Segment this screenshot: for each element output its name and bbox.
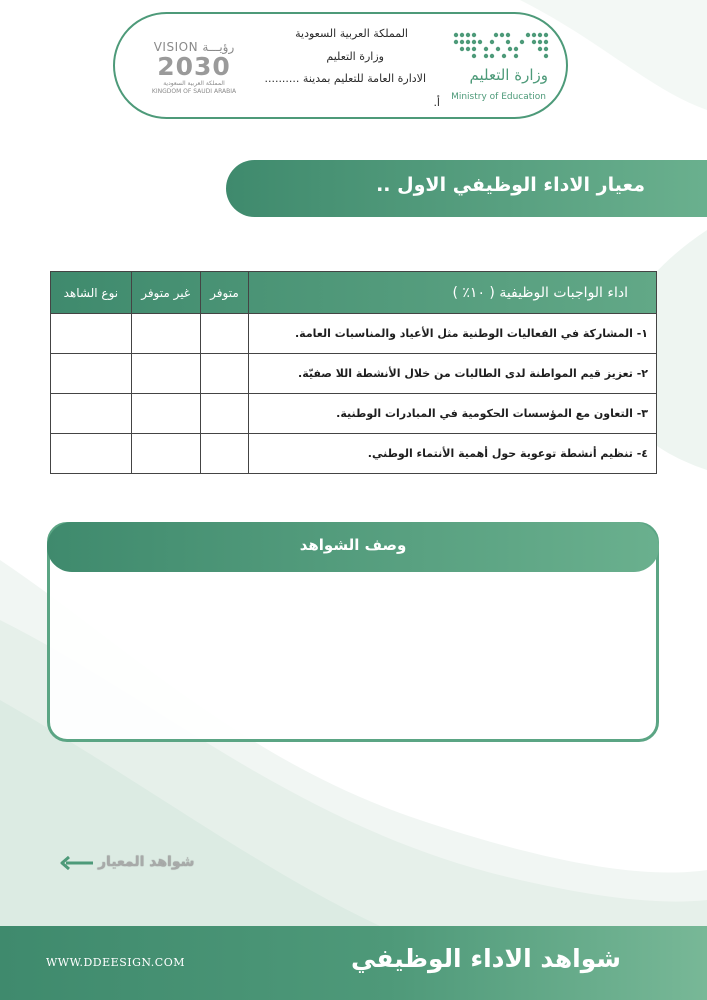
col-duties: اداء الواجبات الوظيفية ( ١٠٪ )	[249, 272, 657, 314]
duties-table	[50, 271, 657, 474]
table-row	[51, 394, 657, 434]
duty-item: ٣- التعاون مع المؤسسات الحكومية في المبادرات الوطنية.	[249, 394, 657, 434]
ministry-name-en: Ministry of Education	[451, 92, 546, 102]
admin-line: الادارة العامة للتعليم بمدينة ..........	[264, 72, 426, 85]
evidence-type-cell[interactable]	[51, 354, 132, 394]
arrow-left-icon	[60, 856, 94, 870]
not-available-cell[interactable]	[131, 354, 200, 394]
not-available-cell[interactable]	[131, 394, 200, 434]
footer-title: شواهد الاداء الوظيفي	[350, 944, 621, 973]
col-not-available: غير متوفر	[131, 272, 200, 314]
table-row	[51, 434, 657, 474]
duty-item: ٢- تعزيز قيم المواطنة لدى الطالبات من خلال الأنشطة اللا صفيّة.	[249, 354, 657, 394]
evidence-title: وصف الشواهد	[299, 536, 407, 554]
vision-label: VISION رؤيـــة	[153, 40, 235, 54]
col-available: متوفر	[200, 272, 249, 314]
evidence-description-box[interactable]	[47, 522, 659, 742]
available-cell[interactable]	[200, 434, 249, 474]
not-available-cell[interactable]	[131, 314, 200, 354]
available-cell[interactable]	[200, 394, 249, 434]
evidence-type-cell[interactable]	[51, 394, 132, 434]
footer	[0, 926, 707, 1000]
page-title: معيار الاداء الوظيفي الاول ..	[376, 174, 645, 196]
title-banner	[226, 160, 707, 217]
vision-kingdom-en: KINGDOM OF SAUDI ARABIA	[151, 88, 237, 95]
evidence-type-cell[interactable]	[51, 314, 132, 354]
ministry-line: وزارة التعليم	[326, 50, 384, 63]
available-cell[interactable]	[200, 314, 249, 354]
ministry-logo-dots-icon	[452, 31, 550, 61]
vision-year: 2030	[157, 52, 231, 81]
standard-evidence-label: شواهد المعيار	[98, 854, 195, 870]
evidence-header	[47, 522, 659, 572]
vision-kingdom-ar: المملكة العربية السعودية	[163, 80, 225, 87]
vision-2030-logo	[151, 40, 237, 96]
header-banner	[113, 12, 568, 119]
table-row	[51, 354, 657, 394]
kingdom-line: المملكة العربية السعودية	[295, 27, 408, 40]
available-cell[interactable]	[200, 354, 249, 394]
evidence-type-cell[interactable]	[51, 434, 132, 474]
duty-item: ١- المشاركة في الفعاليات الوطنية مثل الأعياد والمناسبات العامة.	[249, 314, 657, 354]
col-evidence-type: نوع الشاهد	[51, 272, 132, 314]
not-available-cell[interactable]	[131, 434, 200, 474]
ministry-name-ar: وزارة التعليم	[469, 66, 548, 84]
table-header-row	[51, 272, 657, 314]
table-row	[51, 314, 657, 354]
duty-item: ٤- تنظيم أنشطة توعوية حول أهمية الأنتماء الوطني.	[249, 434, 657, 474]
name-prefix: أ.	[433, 96, 440, 109]
footer-url[interactable]: WWW.DDEESIGN.COM	[46, 956, 185, 969]
